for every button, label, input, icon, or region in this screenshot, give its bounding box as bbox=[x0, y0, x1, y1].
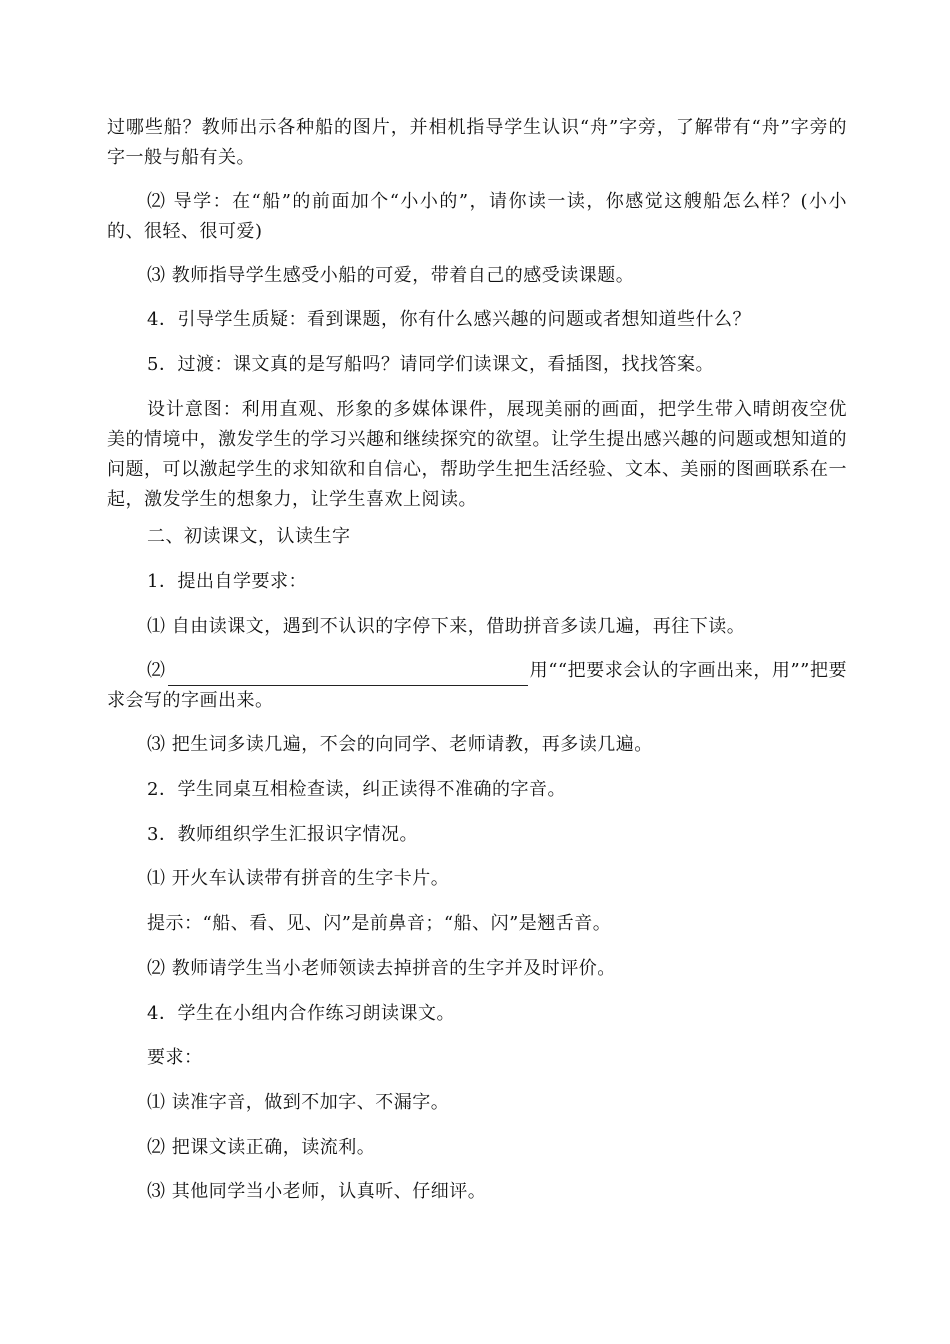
paragraph-requirements: 要求： bbox=[147, 1047, 203, 1068]
paragraph-item-1: ⑴ 自由读课文，遇到不认识的字停下来，借助拼音多读几遍，再往下读。 bbox=[147, 616, 746, 637]
paragraph-step-1: 1．提出自学要求： bbox=[147, 571, 307, 592]
paragraph-2: ⑵ 导学：在“船”的前面加个“小小的”，请你读一读，你感觉这艘船怎么样？(小小的、很轻、很可爱) bbox=[107, 191, 847, 242]
paragraph-step-3-item-2: ⑵ 教师请学生当小老师领读去掉拼音的生字并及时评价。 bbox=[147, 958, 616, 979]
paragraph-requirement-3: ⑶ 其他同学当小老师，认真听、仔细评。 bbox=[147, 1181, 487, 1202]
design-intent-paragraph: 设计意图：利用直观、形象的多媒体课件，展现美丽的画面，把学生带入晴朗夜空优美的情境中，激发学生的学习兴趣和继续探究的欲望。让学生提出感兴趣的问题或想知道的问题，可以激起学生的求知欲和自信心，帮助学生把生活经验、文本、美丽的图画联系在一起，激发学生的想象力，让学生喜欢上阅读。 bbox=[107, 399, 847, 510]
paragraph-item-2-blank bbox=[107, 656, 847, 716]
paragraph-step-2: 2．学生同桌互相检查读，纠正读得不准确的字音。 bbox=[147, 779, 566, 800]
paragraph-1: 过哪些船？教师出示各种船的图片，并相机指导学生认识“舟”字旁，了解带有“舟”字旁的字一般与船有关。 bbox=[107, 117, 847, 168]
paragraph-5: 5．过渡：课文真的是写船吗？请同学们读课文，看插图，找找答案。 bbox=[147, 354, 714, 375]
paragraph-4: 4．引导学生质疑：看到课题，你有什么感兴趣的问题或者想知道些什么？ bbox=[147, 309, 751, 330]
item-2-prefix: ⑵ bbox=[147, 660, 166, 681]
fill-in-blank bbox=[168, 665, 528, 686]
paragraph-requirement-2: ⑵ 把课文读正确，读流利。 bbox=[147, 1137, 376, 1158]
item-2-suffix: 用““把要求会认的字画出来，用””把要求会写的字画出来。 bbox=[107, 660, 848, 711]
paragraph-item-3: ⑶ 把生词多读几遍，不会的向同学、老师请教，再多读几遍。 bbox=[147, 734, 653, 755]
paragraph-3: ⑶ 教师指导学生感受小船的可爱，带着自己的感受读课题。 bbox=[147, 265, 635, 286]
paragraph-step-4: 4．学生在小组内合作练习朗读课文。 bbox=[147, 1003, 455, 1024]
paragraph-step-3: 3．教师组织学生汇报识字情况。 bbox=[147, 824, 418, 845]
paragraph-requirement-1: ⑴ 读准字音，做到不加字、不漏字。 bbox=[147, 1092, 450, 1113]
paragraph-hint: 提示：“船、看、见、闪”是前鼻音；“船、闪”是翘舌音。 bbox=[147, 913, 612, 934]
section-heading: 二、初读课文，认读生字 bbox=[147, 526, 351, 547]
paragraph-step-3-item-1: ⑴ 开火车认读带有拼音的生字卡片。 bbox=[147, 868, 450, 889]
